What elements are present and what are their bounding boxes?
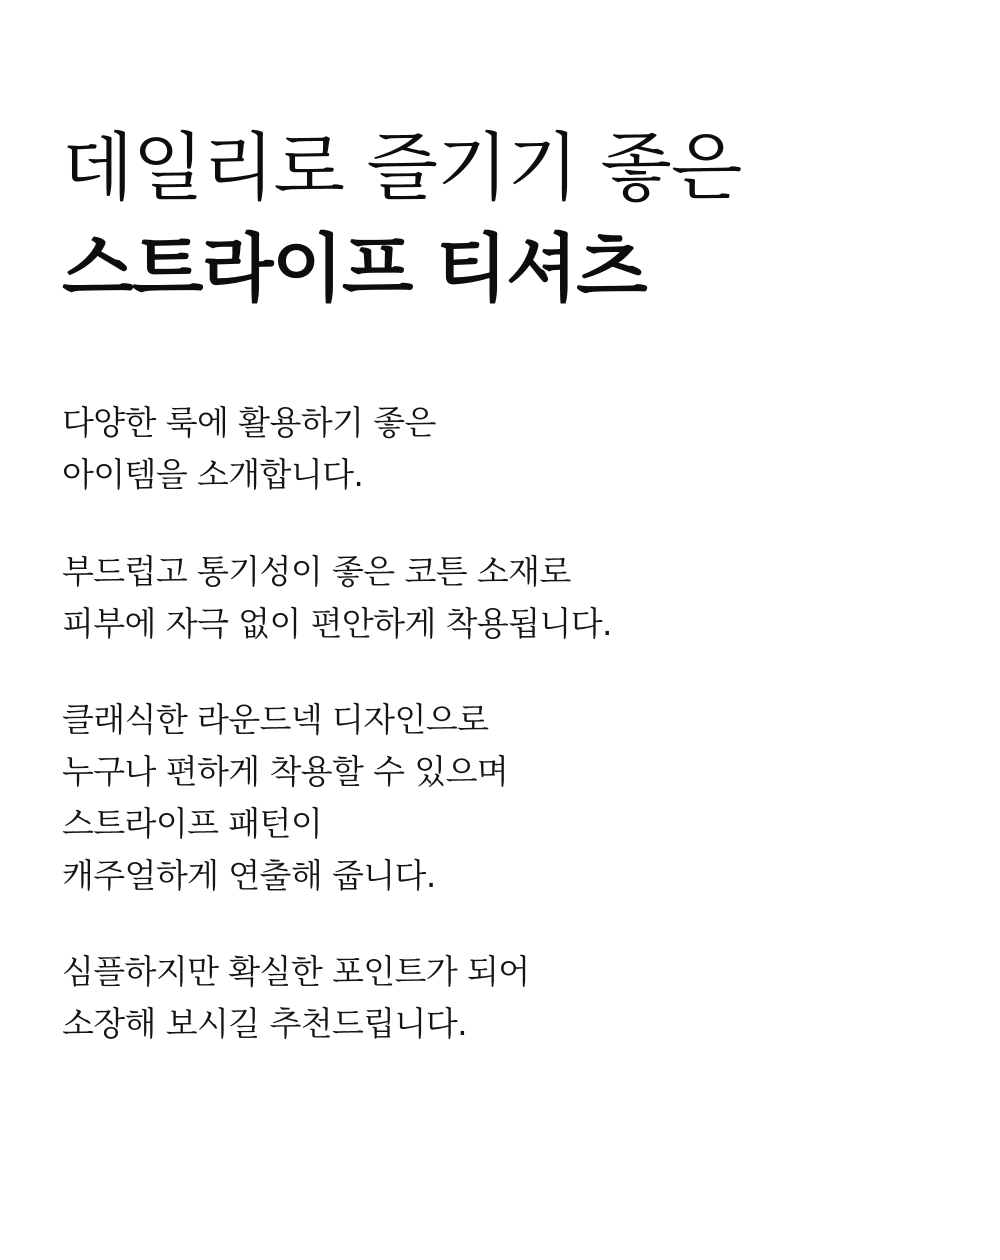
paragraph-3 xyxy=(62,694,938,903)
paragraph-3-line-3: 스트라이프 패턴이 xyxy=(62,804,323,843)
paragraph-1-line-2: 아이템을 소개합니다. xyxy=(62,455,364,495)
paragraph-2-line-2: 피부에 자극 없이 편안하게 착용됩니다. xyxy=(62,603,612,643)
paragraph-2 xyxy=(62,546,938,650)
headline-line-1: 데일리로 즐기기 좋은 xyxy=(62,125,742,211)
paragraph-4-line-2: 소장해 보시길 추천드립니다. xyxy=(62,1004,468,1044)
paragraph-2-line-1: 부드럽고 통기성이 좋은 코튼 소재로 xyxy=(62,551,571,591)
paragraph-3-line-4: 캐주얼하게 연출해 줍니다. xyxy=(62,856,436,896)
paragraph-1 xyxy=(62,397,938,501)
page-title xyxy=(62,0,938,319)
paragraph-1-line-1: 다양한 룩에 활용하기 좋은 xyxy=(62,403,436,443)
paragraph-3-line-2: 누구나 편하게 착용할 수 있으며 xyxy=(62,751,509,791)
headline-line-2: 스트라이프 티셔츠 xyxy=(62,225,647,312)
paragraph-4-line-1: 심플하지만 확실한 포인트가 되어 xyxy=(62,952,530,992)
body-copy xyxy=(62,397,938,1050)
paragraph-4 xyxy=(62,946,938,1050)
paragraph-3-line-1: 클래식한 라운드넥 디자인으로 xyxy=(62,699,489,739)
